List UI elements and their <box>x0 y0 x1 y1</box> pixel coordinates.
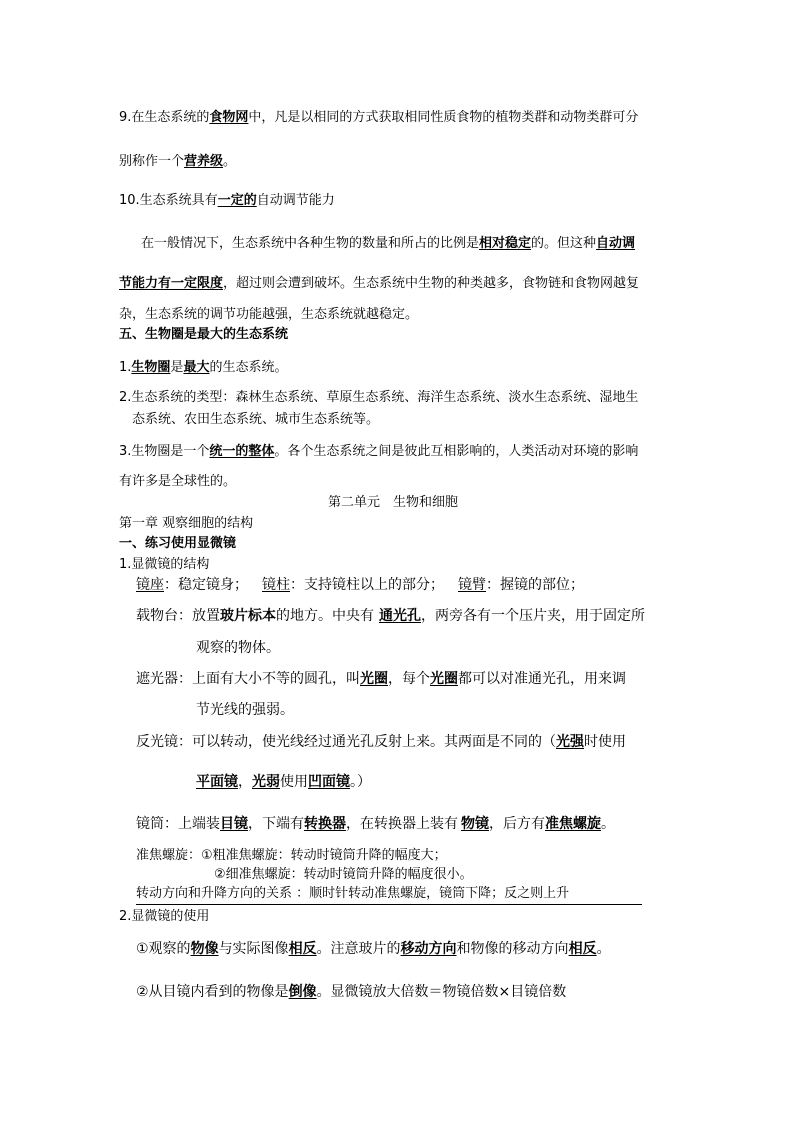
sec5-item-3-line-1: 3.生物圈是一个统一的整体。各个生态系统之间是彼此互相影响的，人类活动对环境的影响 <box>119 444 639 459</box>
key-term: 平面镜 <box>196 774 238 790</box>
key-term: 光圈 <box>430 671 458 687</box>
key-term: 光圈 <box>360 671 388 687</box>
subsection-1-heading: 1.显微镜的结构 <box>119 557 210 572</box>
para-10-heading: 10.生态系统具有一定的自动调节能力 <box>119 193 335 208</box>
key-term: 统一的整体 <box>209 444 275 459</box>
focus-direction-relation: 转动方向和升降方向的关系 ：顺时针转动准焦螺旋，镜筒下降；反之则上升 <box>136 886 570 901</box>
para-10-line-1: 在一般情况下，生态系统中各种生物的数量和所占的比例是相对稳定的。但这种自动调 <box>141 236 636 251</box>
structure-focus-line-2: ②细准焦螺旋：转动时镜筒升降的幅度很小。 <box>214 867 473 882</box>
key-term: 物像 <box>190 941 219 957</box>
term-arm: 镜臂 <box>458 577 486 593</box>
para-9-line-1: 9.在生态系统的食物网中，凡是以相同的方式获取相同性质食物的植物类群和动物类群可分 <box>119 110 639 125</box>
key-term: 准焦螺旋 <box>545 816 601 832</box>
usage-item-2: ②从目镜内看到的物像是倒像。显微镜放大倍数＝物镜倍数×目镜倍数 <box>136 984 567 1000</box>
key-term: 光强 <box>556 734 584 750</box>
structure-stage-line-2: 观察的物体。 <box>196 640 280 656</box>
term-base: 镜座 <box>136 577 164 593</box>
structure-base-pillar-arm: 镜座：稳定镜身； 镜柱：支持镜柱以上的部分； 镜臂：握镜的部位； <box>136 577 584 593</box>
sec5-item-1: 1.生物圈是最大的生态系统。 <box>119 360 288 375</box>
para-10-line-2: 节能力有一定限度，超过则会遭到破坏。生态系统中生物的种类越多，食物链和食物网越复 <box>119 276 640 291</box>
usage-item-1: ①观察的物像与实际图像相反。注意玻片的移动方向和物像的移动方向相反。 <box>136 941 611 957</box>
key-term: 玻片标本 <box>220 608 276 624</box>
chapter-title: 第一章 观察细胞的结构 <box>119 516 254 531</box>
key-term: 生物圈 <box>131 360 171 375</box>
sec5-item-3-line-2: 有许多是全球性的。 <box>119 474 237 489</box>
structure-mirror-line-2: 平面镜，光弱使用凹面镜。） <box>196 774 371 790</box>
structure-diaphragm-line-1: 遮光器：上面有大小不等的圆孔，叫光圈，每个光圈都可以对准通光孔，用来调 <box>136 671 626 687</box>
structure-diaphragm-line-2: 节光线的强弱。 <box>196 702 294 718</box>
key-term: 凹面镜 <box>308 774 350 790</box>
key-term: 自动调 <box>596 236 636 251</box>
subsection-2-heading: 2.显微镜的使用 <box>119 909 210 924</box>
term-pillar: 镜柱 <box>262 577 290 593</box>
key-term: 相反 <box>568 941 597 957</box>
key-term: 最大 <box>183 360 210 375</box>
key-term: 通光孔 <box>379 608 421 624</box>
key-term: 倒像 <box>288 984 317 1000</box>
para-9-line-2: 别称作一个营养级。 <box>119 154 237 169</box>
key-term: 转换器 <box>304 816 346 832</box>
sec5-item-2-line-2: 态系统、农田生态系统、城市生态系统等。 <box>132 412 380 427</box>
relation-underline <box>136 904 642 905</box>
key-term: 目镜 <box>220 816 248 832</box>
key-term: 节能力有一定限度 <box>119 276 224 291</box>
key-term: 光弱 <box>252 774 280 790</box>
structure-stage-line-1: 载物台：放置玻片标本的地方。中央有 通光孔，两旁各有一个压片夹，用于固定所 <box>136 608 645 624</box>
key-term: 物镜 <box>461 816 489 832</box>
sec5-item-2-line-1: 2.生态系统的类型：森林生态系统、草原生态系统、海洋生态系统、淡水生态系统、湿地生 <box>119 390 639 405</box>
structure-tube: 镜筒：上端装目镜，下端有转换器，在转换器上装有 物镜，后方有准焦螺旋。 <box>136 816 615 832</box>
key-term: 移动方向 <box>400 941 457 957</box>
structure-focus-line-1: 准焦螺旋：①粗准焦螺旋：转动时镜筒升降的幅度大； <box>136 848 447 863</box>
key-term: 营养级 <box>184 154 224 169</box>
key-term: 相反 <box>288 941 317 957</box>
section-heading: 一、练习使用显微镜 <box>119 536 237 551</box>
key-term: 食物网 <box>209 110 249 125</box>
unit-title: 第二单元 生物和细胞 <box>328 495 459 510</box>
structure-mirror-line-1: 反光镜：可以转动，使光线经过通光孔反射上来。其两面是不同的（光强时使用 <box>136 734 626 750</box>
section-5-heading: 五、生物圈是最大的生态系统 <box>119 327 289 342</box>
key-term: 相对稳定 <box>479 236 532 251</box>
key-term: 一定的 <box>217 193 257 208</box>
para-10-line-3: 杂，生态系统的调节功能越强，生态系统就越稳定。 <box>119 307 419 322</box>
